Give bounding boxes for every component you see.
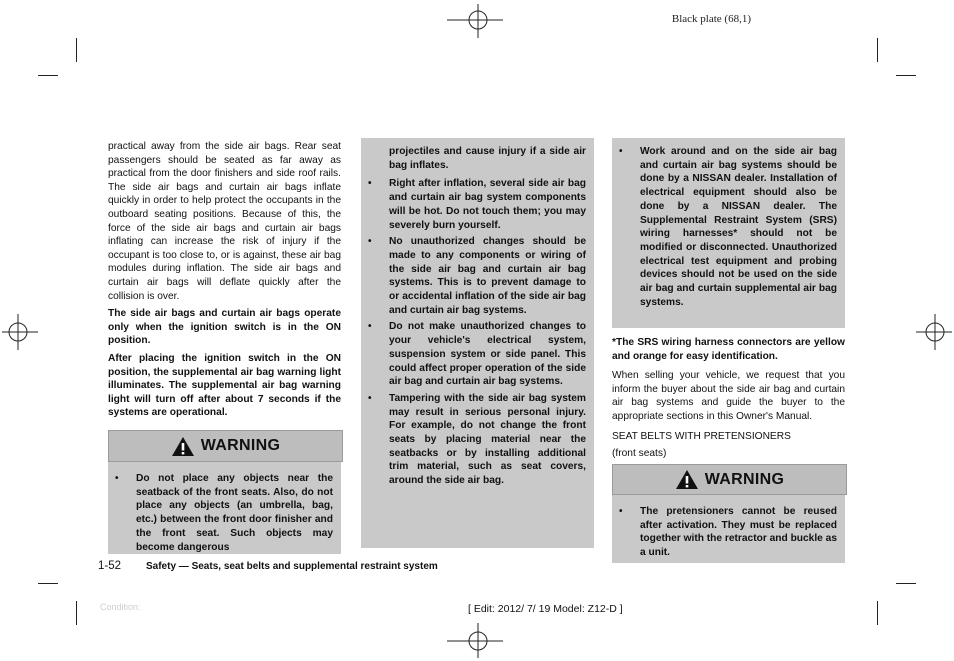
column-1 [108,140,341,424]
registration-mark-right [914,314,954,350]
bullet-icon: • [115,473,119,484]
warning-triangle-icon [171,436,195,457]
bullet-icon: • [368,321,372,333]
bullet-icon: • [368,392,372,404]
body-paragraph: practical away from the side air bags. Rear seat passengers should be seated as far away as practical from the door finishers and side roof rails. The side air bags and curtain air bags inflate quickly in order to help protect the occupants in the outboard seating positions. Because of this, the force of the side air bags and curtain air bags inflating can increase the risk of injury if the occupant is too close to, or is against, these air bag modules during inflation. The side air bags and curtain air bags will deflate quickly after the collision is over. [108,141,341,302]
warning-header [108,430,343,462]
condition-label: Condition: [100,602,141,612]
warning-list-item: • Tampering with the side air bag system may result in serious personal injury. For example, do not change the front seats by placing material near the seatbacks or by installing additional trim material, such as seat covers, around the side air bag. [368,392,586,487]
crop-mark [76,601,77,625]
warning-triangle-icon [675,469,699,490]
crop-mark [76,38,77,62]
warning-box [612,495,845,563]
body-paragraph: The side air bags and curtain air bags operate only when the ignition switch is in the ON position. [108,308,341,347]
warning-box-continued [612,138,845,328]
crop-mark [38,583,58,584]
bullet-icon: • [619,506,623,517]
warning-list-item: • Do not make unauthorized changes to your vehicle's electrical system, suspension system or side panel. This could affect proper operation of the side air bag and curtain air bag systems. [368,321,586,388]
registration-mark-top [447,2,503,42]
footer-section-title: Safety — Seats, seat belts and supplemental restraint system [146,561,438,572]
warning-list-item: • The pretensioners cannot be reused after activation. They must be replaced together with the retractor and buckle as a unit. [619,506,837,559]
crop-mark [896,583,916,584]
crop-mark [877,38,878,62]
bullet-icon: • [368,236,372,248]
registration-mark-bottom [447,620,503,660]
plate-label: Black plate (68,1) [671,13,751,25]
srs-note: *The SRS wiring harness connectors are yellow and orange for easy identification. [612,337,845,362]
warning-list-item: • Right after inflation, several side air bag and curtain air bag system components will be hot. Do not touch them; you may severely burn yourself. [368,178,586,231]
warning-header [612,464,847,495]
edit-info: [ Edit: 2012/ 7/ 19 Model: Z12-D ] [468,603,623,615]
body-paragraph: When selling your vehicle, we request that you inform the buyer about the side air bag and curtain air bag systems and guide the buyer to the appropriate sections in this Owner's Manual. [612,370,845,422]
registration-mark-left [0,314,40,350]
warning-box-continued [361,138,594,548]
crop-mark [896,75,916,76]
crop-mark [38,75,58,76]
warning-title: WARNING [200,437,281,454]
page-number: 1-52 [98,560,122,572]
warning-list-item: • Do not place any objects near the seatback of the front seats. Also, do not place any objects (an umbrella, bag, etc.) between the front door finisher and the front seat. Such objects may become dangerous [115,473,333,553]
column-3-text [612,336,845,465]
warning-title: WARNING [704,470,785,488]
warning-continuation: projectiles and cause injury if a side air bag inflates. [389,146,586,171]
bullet-icon: • [368,178,372,190]
section-title: SEAT BELTS WITH PRETENSIONERS [612,430,791,442]
warning-box [108,462,341,554]
crop-mark [877,601,878,625]
warning-list-item: • Work around and on the side air bag and curtain air bag systems should be done by a NISSAN dealer. Installation of electrical equipment should also be done by a NISSAN dealer. The Supplemental Restraint System (SRS) wiring harnesses* should not be modified or disconnected. Unauthorized electrical test equipment and probing devices should not be used on the side air bag and curtain supplemental air bag systems. [619,146,837,308]
bullet-icon: • [619,146,623,157]
body-paragraph: After placing the ignition switch in the ON position, the supplemental air bag warning light illuminates. The supplemental air bag warning light will turn off after about 7 seconds if the systems are operational. [108,352,341,419]
section-subtitle: (front seats) [612,448,667,460]
warning-list-item: • No unauthorized changes should be made to any components or wiring of the side air bag and curtain air bag systems. This is to prevent damage to or accidental inflation of the side air bag and curtain air bag systems. [368,236,586,316]
